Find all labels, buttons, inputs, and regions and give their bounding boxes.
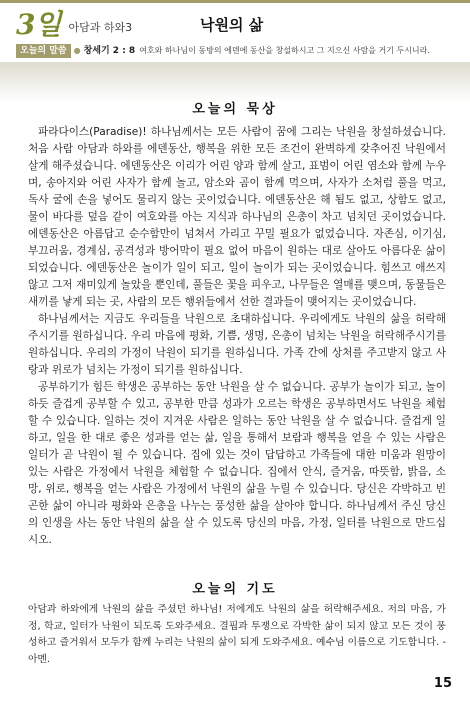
header-rule <box>0 0 470 3</box>
meditation-paragraph: 하나님께서는 지금도 우리들을 낙원으로 초대하십니다. 우리에게도 낙원의 삶을 허락해주시기를 원하십니다. 우리 마음에 평화, 기쁨, 생명, 은총이 넘치는 낙원을 허락해주시기를 원하십니다. 우리의 가정이 낙원이 되기를 원하십니다. 가족 간에 상처를 주고받지 않고 사랑과 위로가 넘치는 가정이 되기를 원하십니다. <box>28 313 446 376</box>
scripture-reference: 창세기 2 : 8 <box>83 46 136 56</box>
series-title: 아담과 하와3 <box>68 21 133 34</box>
prayer-body: 아담과 하와에게 낙원의 삶을 주셨던 하나님! 저에게도 낙원의 삶을 허락해주세요. 저의 마음, 가정, 학교, 일터가 낙원이 되도록 도와주세요. 결핍과 투쟁으로 각박한 삶이 되지 않고 모든 것이 풍성하고 즐거워서 모두가 함께 누리는 낙원의 삶이 되게 도와주세요. 예수님 이름으로 기도합니다. - 아멘. <box>28 604 446 665</box>
todays-word <box>16 44 456 58</box>
bullet-icon: ● <box>73 46 81 55</box>
page-title: 낙원의 삶 <box>200 16 264 34</box>
meditation-paragraph: 파라다이스(Paradise)! 하나님께서는 모든 사람이 꿈에 그리는 낙원을 창설하셨습니다. 처음 사람 아담과 하와를 에덴동산, 행복을 위한 모든 조건이 완벽하게 갖추어진 낙원에서 살게 해주셨습니다. 에덴동산은 이리가 어린 양과 함께 살고, 표범이 어린 염소와 함께 누우며, 송아지와 어린 사자가 함께 놀고, 암소와 곰이 함께 먹으며, 사자가 소처럼 풀을 먹고, 독사 굴에 손을 넣어도 물리지 않는 곳이었습니다. 에덴동산은 해 됨도 없고, 상함도 없고, 물이 바다를 덮음 같이 여호와를 아는 지식과 하나님의 은총이 차고 넘치던 곳이었습니다. 에덴동산은 아름답고 순수함만이 넘쳐서 가리고 꾸밀 필요가 없었습니다. 자존심, 이기심, 부끄러움, 경계심, 공격성과 방어막이 필요 없어 마음이 원하는 대로 살아도 아름다운 삶이 되었습니다. 에덴동산은 놀이가 일이 되고, 일이 놀이가 되는 곳이었습니다. 힘쓰고 애쓰지 않고 그저 재미있게 놀았을 뿐인데, 풀들은 꽃을 피우고, 나무들은 열매를 맺으며, 동물들은 새끼를 낳게 되는 곳, 사람의 모든 행위들에서 선한 결과들이 맺어지는 곳이었습니다. <box>28 126 446 308</box>
scripture-text: 여호와 하나님이 동방의 에덴에 동산을 창설하시고 그 지으신 사람을 거기 두시니라. <box>139 46 430 55</box>
prayer-title: 오늘의 기도 <box>192 582 278 597</box>
todays-word-label: 오늘의 말씀 <box>16 44 71 58</box>
decorative-band <box>0 62 470 102</box>
page-number: 15 <box>433 676 452 691</box>
meditation-paragraph: 공부하기가 힘든 학생은 공부하는 동안 낙원을 살 수 없습니다. 공부가 놀이가 되고, 놀이하듯 즐겁게 공부할 수 있고, 공부한 만큼 성과가 오르는 학생은 공부하면서도 낙원을 체험할 수 있습니다. 일하는 것이 지겨운 사람은 일하는 동안 낙원을 살 수 없습니다. 즐겁게 일하고, 일을 한 대로 좋은 성과를 얻는 삶, 일을 통해서 보람과 행복을 얻을 수 있는 사람은 일터가 곧 낙원이 될 수 있습니다. 집에 있는 것이 답답하고 가족들에 대한 미움과 원망이 있는 사람은 가정에서 낙원을 체험할 수 없습니다. 집에서 안식, 즐거움, 따뜻함, 밝음, 소망, 위로, 행복을 얻는 사람은 가정에서 낙원의 삶을 누릴 수 있습니다. 당신은 각박하고 빈곤한 삶이 아니라 평화와 은총을 나누는 풍성한 삶을 살아야 합니다. 하나님께서 주신 당신의 인생을 사는 동안 낙원의 삶을 살 수 있도록 당신의 마음, 가정, 일터를 낙원으로 만드십시오. <box>28 381 446 546</box>
meditation-body <box>28 124 446 549</box>
meditation-title: 오늘의 묵상 <box>192 102 278 117</box>
day-number: 3일 <box>16 8 61 41</box>
